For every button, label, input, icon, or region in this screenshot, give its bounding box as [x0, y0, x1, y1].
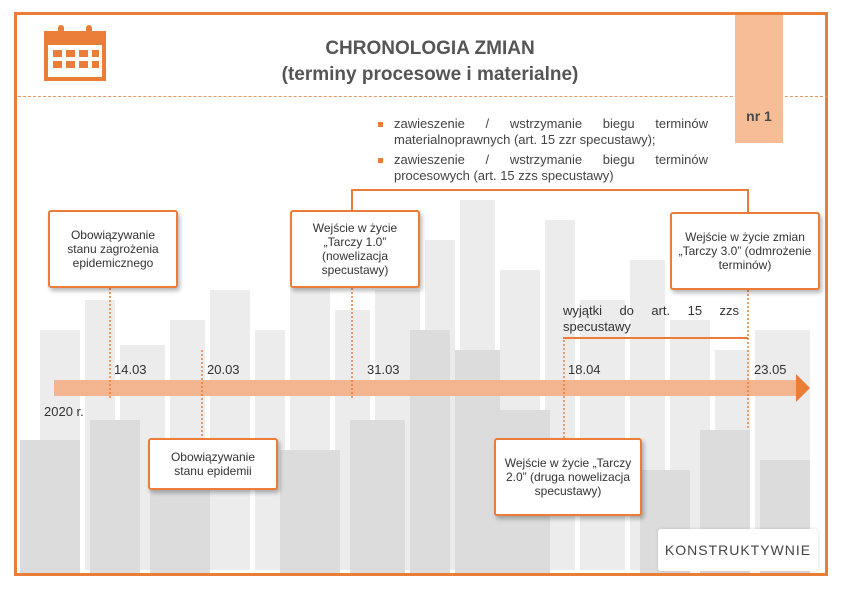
date-label: 31.03 — [367, 362, 400, 377]
header-divider — [18, 96, 828, 97]
brand-logo: KONSTRUKTYWNIE — [658, 529, 818, 571]
date-label: 18.04 — [568, 362, 601, 377]
bullet-item: zawieszenie / wstrzymanie biegu terminów procesowych (art. 15 zzs specustawy) — [378, 152, 708, 184]
event-box-shield-2: Wejście w życie „Tarczy 2.0” (druga nowelizacja specustawy) — [494, 438, 642, 516]
exception-note: wyjątki do art. 15 zzs specustawy — [563, 303, 739, 334]
event-box-shield-1: Wejście w życie „Tarczy 1.0” (nowelizacja specustawy) — [290, 210, 420, 288]
page-subtitle: (terminy procesowe i materialne) — [281, 64, 579, 85]
event-box-epidemic-threat: Obowiązywanie stanu zagrożenia epidemicznego — [48, 210, 178, 288]
bullet-list — [378, 116, 708, 188]
date-label: 14.03 — [114, 362, 147, 377]
badge-label: nr 1 — [746, 108, 772, 124]
page-title: CHRONOLOGIA ZMIAN — [325, 38, 535, 59]
calendar-icon — [44, 23, 106, 81]
date-label: 23.05 — [754, 362, 787, 377]
event-box-shield-3: Wejście w życie zmian „Tarczy 3.0” (odmrożenie terminów) — [670, 212, 820, 290]
bullet-item: zawieszenie / wstrzymanie biegu terminów materialnoprawnych (art. 15 zzr specustawy); — [378, 116, 708, 148]
date-label: 20.03 — [207, 362, 240, 377]
year-label: 2020 r. — [44, 404, 84, 419]
event-box-epidemic: Obowiązywanie stanu epidemii — [148, 438, 278, 490]
